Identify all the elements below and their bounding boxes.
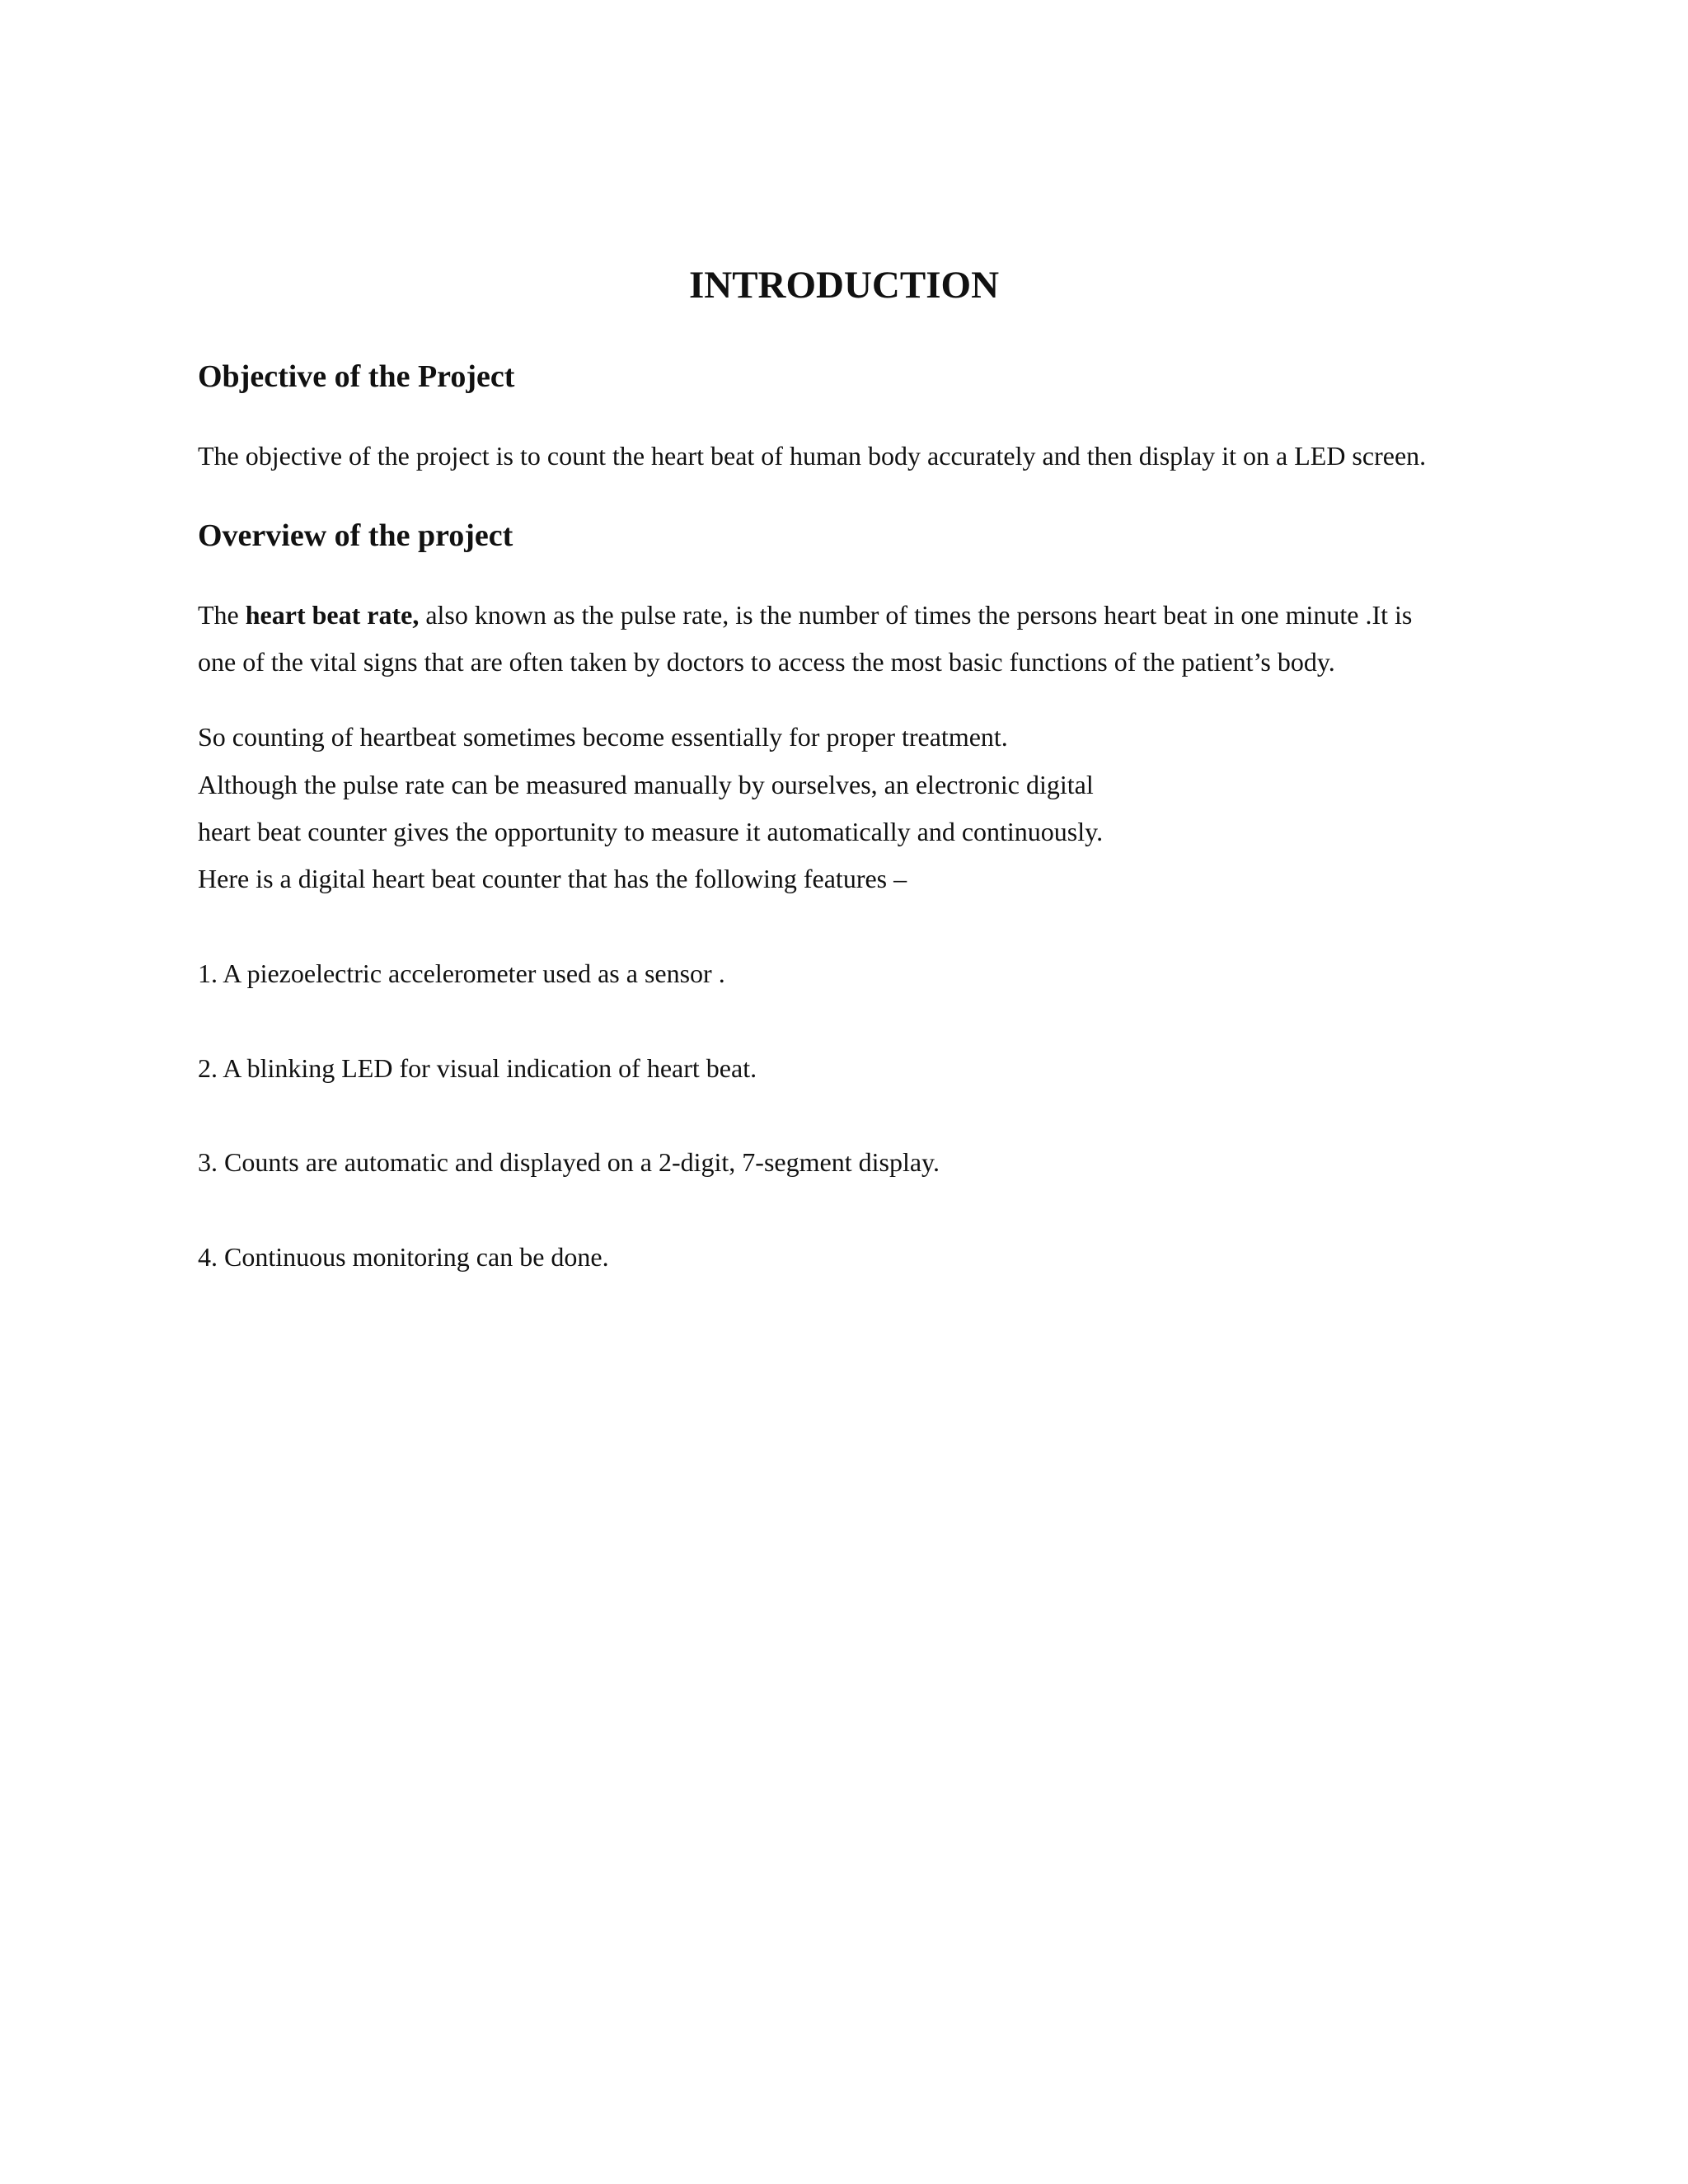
overview-paragraph-line-2: one of the vital signs that are often taken by doctors to access the most basic functions of the patient’s body. [198,647,1335,677]
overview-paragraph-line-1 [198,597,1412,633]
paragraph-prefix: The [198,600,246,630]
counting-paragraph-line-4: Here is a digital heart beat counter that has the following features – [198,864,907,893]
objective-heading: Objective of the Project [198,359,515,394]
overview-heading: Overview of the project [198,518,513,553]
feature-item-1: 1. A piezoelectric accelerometer used as a sensor . [198,958,725,988]
feature-item-4: 4. Continuous monitoring can be done. [198,1242,609,1272]
paragraph-continuation: also known as the pulse rate, is the number of times the persons heart beat in one minute .It is [419,600,1413,630]
heart-beat-rate-term: heart beat rate, [245,600,420,630]
objective-text: The objective of the project is to count the heart beat of human body accurately and then display it on a LED screen. [198,441,1427,471]
feature-item-3: 3. Counts are automatic and displayed on a 2-digit, 7-segment display. [198,1147,940,1177]
counting-paragraph-line-3: heart beat counter gives the opportunity to measure it automatically and continuously. [198,817,1104,846]
page-title: INTRODUCTION [688,264,1000,307]
feature-item-2: 2. A blinking LED for visual indication of heart beat. [198,1053,757,1083]
counting-paragraph-line-2: Although the pulse rate can be measured manually by ourselves, an electronic digital [198,770,1094,799]
counting-paragraph-line-1: So counting of heartbeat sometimes become essentially for proper treatment. [198,722,1008,752]
